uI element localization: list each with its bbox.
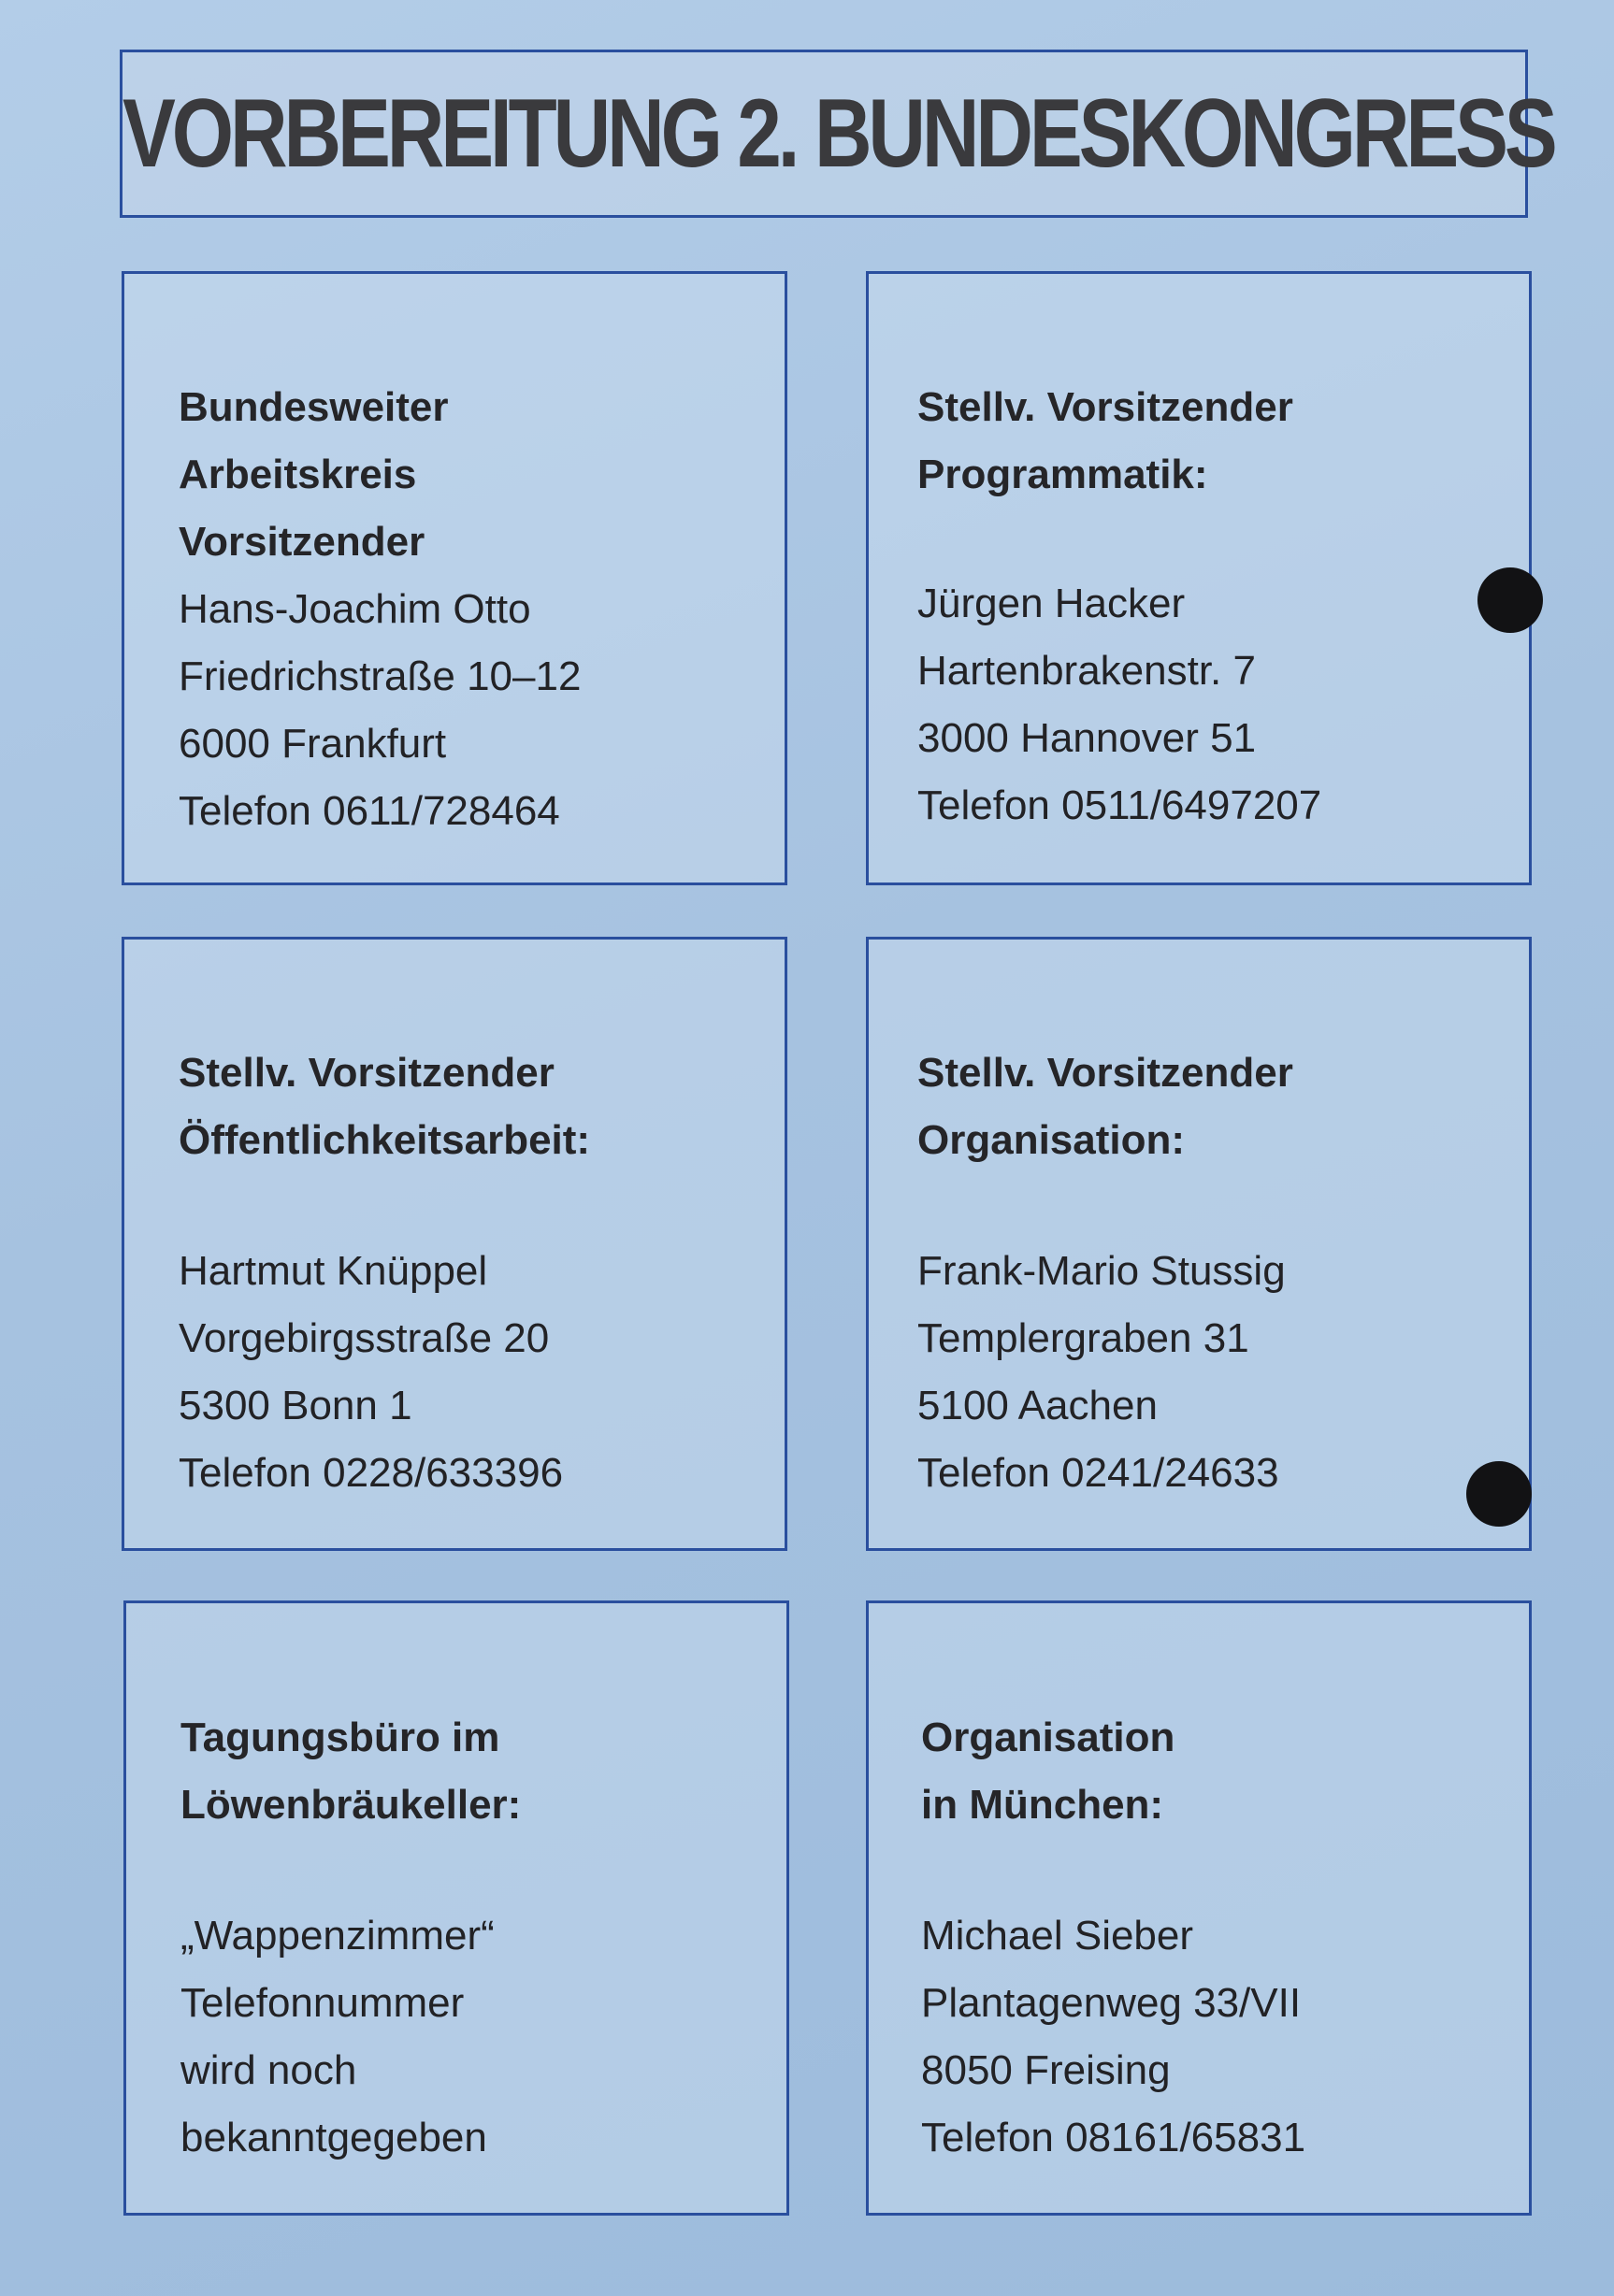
contact-city: 6000 Frankfurt (179, 721, 447, 767)
spacer (180, 1839, 786, 1902)
card-heading-line: in München: (921, 1782, 1164, 1828)
card-heading-line: Tagungsbüro im (180, 1715, 500, 1760)
card-heading-line: Organisation (921, 1715, 1175, 1760)
card-heading-line: Programmatik: (917, 452, 1208, 497)
spacer (179, 1174, 785, 1238)
contact-phone: Telefon 0511/6497207 (917, 782, 1322, 828)
card-heading-line: Arbeitskreis (179, 452, 417, 497)
card-heading-line: Öffentlichkeitsarbeit: (179, 1117, 591, 1163)
title-box (120, 50, 1554, 218)
page-title: VORBEREITUNG 2. BUNDESKONGRESS (122, 79, 1554, 188)
card-heading-line: Stellv. Vorsitzender (179, 1050, 555, 1096)
contact-phone: Telefon 08161/65831 (921, 2115, 1306, 2160)
contact-street: Plantagenweg 33/VII (921, 1980, 1302, 2026)
contact-note: Telefonnummer (180, 1980, 465, 2026)
contact-city: 5300 Bonn 1 (179, 1383, 412, 1428)
contact-name: Hartmut Knüppel (179, 1248, 488, 1294)
contact-phone: Telefon 0228/633396 (179, 1450, 564, 1496)
contact-phone: Telefon 0611/728464 (179, 788, 560, 834)
card-heading-line: Organisation: (917, 1117, 1186, 1163)
card-heading-line: Bundesweiter (179, 384, 449, 430)
contact-street: Templergraben 31 (917, 1315, 1249, 1361)
contact-card-organisation (866, 937, 1532, 1551)
contact-city: 5100 Aachen (917, 1383, 1158, 1428)
contact-street: Vorgebirgsstraße 20 (179, 1315, 550, 1361)
contact-phone: Telefon 0241/24633 (917, 1450, 1279, 1496)
card-heading-line: Stellv. Vorsitzender (917, 1050, 1293, 1096)
contact-card-bundesweiter-arbeitskreis (122, 271, 787, 885)
punch-hole-upper (1477, 567, 1543, 633)
contact-card-programmatik (866, 271, 1532, 885)
card-heading-line: Löwenbräukeller: (180, 1782, 522, 1828)
contact-street: Hartenbrakenstr. 7 (917, 648, 1256, 694)
spacer (917, 509, 1529, 570)
contact-street: Friedrichstraße 10–12 (179, 653, 582, 699)
contact-name: Michael Sieber (921, 1913, 1194, 1959)
contact-card-tagungsbuero (123, 1600, 789, 2216)
contact-note: wird noch (180, 2047, 357, 2093)
contact-room: „Wappenzimmer“ (180, 1913, 495, 1959)
card-heading-line: Vorsitzender (179, 519, 425, 565)
spacer (921, 1839, 1529, 1902)
contact-name: Frank-Mario Stussig (917, 1248, 1286, 1294)
punch-hole-lower (1466, 1461, 1532, 1527)
contact-name: Hans-Joachim Otto (179, 586, 531, 632)
contact-card-organisation-muenchen (866, 1600, 1532, 2216)
contact-card-oeffentlichkeitsarbeit (122, 937, 787, 1551)
card-heading-line: Stellv. Vorsitzender (917, 384, 1293, 430)
contact-name: Jürgen Hacker (917, 581, 1186, 626)
contact-city: 3000 Hannover 51 (917, 715, 1257, 761)
spacer (917, 1174, 1529, 1238)
contact-city: 8050 Freising (921, 2047, 1171, 2093)
contact-note: bekanntgegeben (180, 2115, 487, 2160)
